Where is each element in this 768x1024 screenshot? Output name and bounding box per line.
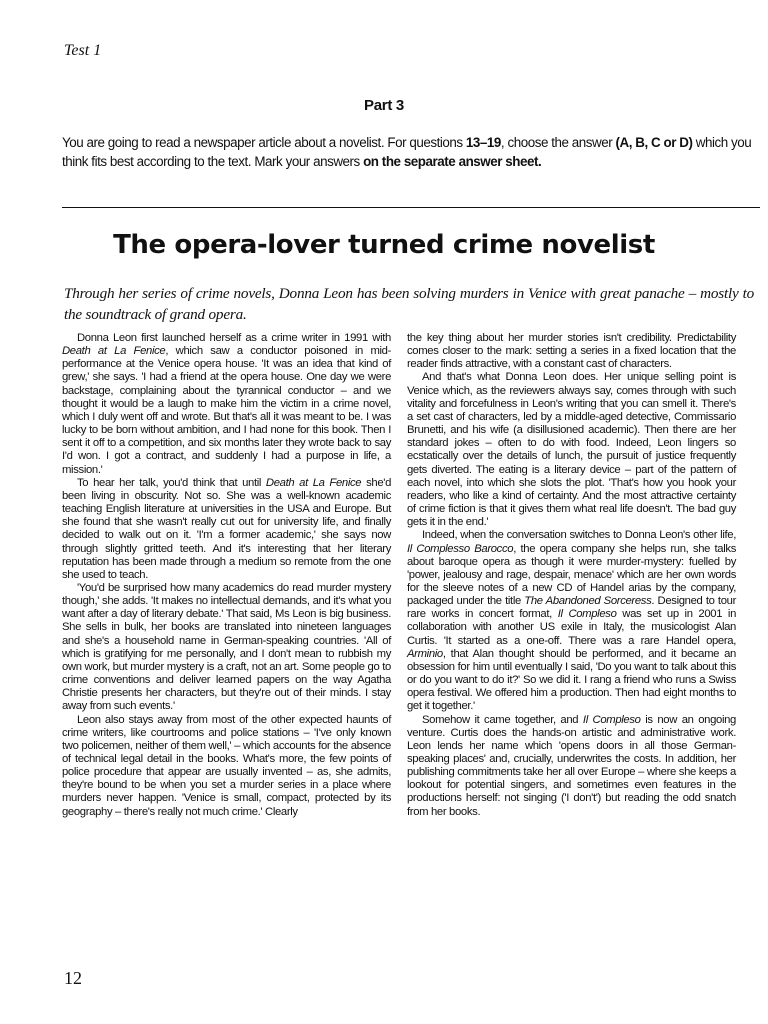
part-title: Part 3 [364, 97, 404, 114]
instructions-text: , choose the answer [500, 135, 616, 150]
article-paragraph: And that's what Donna Leon does. Her unique selling point is Venice which, as the reviewers always say, comes through with such vitality and forcefulness in Leon's writing that you can smell it. There's a set cast of characters, led by a middle-aged detective, Commissario Brunetti, and his wife (a disillusioned academic). Then there are her standard jokes – often to do with food. Indeed, Leon lingers so ecstatically over the details of lunch, the pursuit of justice frequently gets diverted. The eating is a literary device – part of the pattern of each novel, into which she slots the plot. 'That's how you hook your readers, who like a kind of certainty. And the most attractive certainty of crime fiction is that it gives them what real life doesn't. The bad guy gets it in the end.' [407, 371, 736, 529]
article-headline: The opera-lover turned crime novelist [113, 230, 655, 260]
article-standfirst: Through her series of crime novels, Donna Leon has been solving murders in Venice with great panache – mostly to the soundtrack of grand opera. [64, 285, 754, 323]
article-paragraph: To hear her talk, you'd think that until Death at La Fenice she'd been living in obscurity. Not so. She was a well-known academic teaching English literature at universities in the USA and Europe. But she found that she wasn't really cut out for university life, and finally decided to walk out on it. 'I'm a former academic,' she says now through slightly gritted teeth. And it's interesting that her literary reputation has been made through a medium so remote from the one she used to teach. [62, 476, 392, 581]
instructions-text: You are going to read a newspaper article about a novelist. For questions [62, 135, 466, 150]
answer-options: (A, B, C or D) [615, 135, 693, 150]
article-paragraph: Somehow it came together, and Il Compleso is now an ongoing venture. Curtis does the hands-on artistic and administrative work. Leon lends her name which 'opens doors in all those German-speaking places' and, crucially, underwrites the costs. In addition, her publishing commitments take her all over Europe – where she keeps a lookout for potential singers, and sometimes even features in the productions herself: not singing ('I don't') but reading the odd snatch from her books. [407, 713, 736, 818]
album-title: The Abandoned Sorceress [524, 595, 652, 608]
article-column-left [62, 332, 391, 819]
opera-title: Arminio [407, 647, 443, 660]
article-paragraph: the key thing about her murder stories isn't credibility. Predictability comes closer to the mark: setting a series in a fixed location that the reader finds attractive, with a constant cast of characters. [407, 332, 736, 371]
book-title: Death at La Fenice [62, 345, 166, 358]
company-name: Il Compleso [557, 608, 617, 621]
instructions-text: which you think fits best according to the text. Mark your answers [62, 135, 752, 169]
article-paragraph: 'You'd be surprised how many academics do read murder mystery though,' she adds. 'It makes no intellectual demands, and it's what you want after a day of literary debate.' That said, Ms Leon is big business. She sells in bulk, her books are translated into nineteen languages and she's a household name in German-speaking countries. 'All of which is gratifying for me personally, and I don't mean to rubbish my own work, but murder mystery is a craft, not an art. Some people go to crime conventions and deliver learned papers on the way Agatha Christie presents her characters, but they're out of their minds. I stay away from such events.' [62, 581, 391, 713]
question-range: 13–19 [465, 135, 501, 150]
page-number: 12 [64, 968, 82, 988]
article-paragraph: Donna Leon first launched herself as a crime writer in 1991 with Death at La Fenice, which saw a conductor poisoned in mid-performance at the Venice opera house. 'It was an idea that kind of grew,' she says. 'I had a friend at the opera house. One day we were backstage, complaining about the tyrannical conductor – and we thought it would be a laugh to make him the victim in a crime novel, which I duly went off and wrote. But that's all it was meant to be. I was lucky to be born without ambition, and I had none for this book. Then I sent it off to a competition, and six months later they wrote back to say I'd won. I got a contract, and suddenly I had a purpose in life, a mission.' [62, 332, 392, 476]
instructions [62, 133, 762, 171]
article-column-right [407, 332, 736, 819]
article-paragraph: Leon also stays away from most of the other expected haunts of crime writers, like courtrooms and police stations – 'I've only known two policemen, neither of them well,' – which accounts for the absence of technical legal detail in the books. What's more, the few points of police procedure that appear are usually invented – as, she admits, they're bound to be when you set a murder series in a place where murders never happen. 'Venice is small, compact, protected by its geography – there's really not much crime.' Clearly [62, 713, 391, 818]
company-name: Il Compleso [582, 713, 641, 726]
divider-rule [62, 207, 760, 208]
company-name: Il Complesso Barocco [407, 542, 514, 555]
book-title: Death at La Fenice [265, 476, 362, 489]
running-head: Test 1 [64, 42, 102, 59]
answer-sheet-note: on the separate answer sheet. [363, 154, 542, 169]
article-paragraph: Indeed, when the conversation switches to Donna Leon's other life, Il Complesso Barocco, the opera company she helps run, she talks about baroque opera as though it were murder-mystery: fuelled by 'power, jealousy and rage, despair, menace' which are her own words for the sleeve notes of a new CD of Handel arias by the company, packaged under the title The Abandoned Sorceress. Designed to tour rare works in concert format, Il Compleso was set up in 2001 in collaboration with another US exile in Italy, the musicologist Alan Curtis. 'It started as a one-off. There was a rare Handel opera, Arminio, that Alan thought should be performed, and it became an obsession for him until eventually I said, 'Do you want to talk about this or do you want to do it?' So we did it. I rang a friend who runs a Swiss opera festival. We offered him a production. Then had eight months to get it together.' [407, 529, 737, 713]
